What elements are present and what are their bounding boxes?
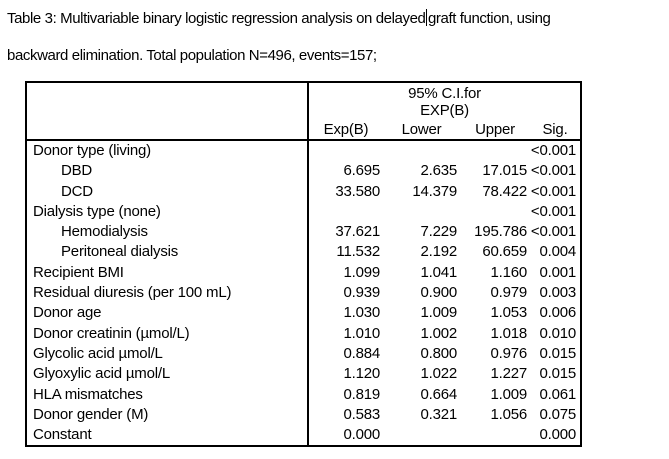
cell-sig: <0.001 [530, 142, 577, 159]
cell-upper: 60.659 [482, 243, 527, 261]
cell-expb: 11.532 [336, 243, 380, 261]
cell-sig: 0.015 [539, 344, 577, 362]
cell-upper: 1.009 [490, 385, 527, 403]
cell-sig: 0.010 [539, 324, 577, 342]
row-label: Donor gender (M) [26, 405, 308, 425]
row-label: Peritoneal dialysis [26, 242, 308, 262]
cell-lower: 0.664 [420, 385, 457, 403]
cell-expb: 0.884 [343, 344, 380, 362]
cell-sig: 0.075 [539, 405, 577, 423]
cell-sig: 0.061 [539, 385, 577, 403]
table-row [26, 202, 581, 222]
span-header-row [26, 82, 581, 119]
ci-span-header-line1: 95% C.I.for [408, 85, 481, 102]
table-row [26, 263, 581, 283]
cell-upper: 195.786 [474, 223, 527, 241]
cell-upper: 17.015 [482, 162, 527, 180]
row-label: HLA mismatches [26, 385, 308, 405]
table-row [26, 324, 581, 344]
cell-expb: 33.580 [335, 182, 380, 200]
cell-lower: 1.041 [420, 263, 457, 281]
cell-lower: 1.002 [420, 324, 457, 342]
cell-lower: 0.321 [420, 405, 457, 423]
row-label: Recipient BMI [26, 263, 308, 283]
table-row [26, 182, 581, 202]
column-header-upper: Upper [460, 119, 530, 140]
ci-span-header-line2: EXP(B) [420, 102, 469, 119]
cell-sig: <0.001 [530, 202, 577, 220]
cell-sig: <0.001 [530, 162, 577, 180]
table-row [26, 161, 581, 181]
cell-upper: 1.056 [490, 405, 527, 423]
row-label: Dialysis type (none) [26, 202, 308, 222]
cell-upper: 1.160 [490, 263, 527, 281]
table-row [26, 140, 581, 161]
empty-header-cell [26, 82, 308, 140]
cell-lower [383, 140, 460, 161]
cell-upper: 1.227 [490, 365, 527, 383]
cell-lower: 2.635 [420, 162, 457, 180]
row-label: Donor type (living) [26, 140, 308, 161]
cell-expb: 1.099 [343, 263, 380, 281]
column-header-expb: Exp(B) [308, 119, 383, 140]
cell-expb: 0.819 [343, 385, 380, 403]
cell-upper: 1.053 [490, 304, 527, 322]
row-label: DBD [26, 161, 308, 181]
cell-lower: 1.022 [420, 365, 457, 383]
cell-expb: 0.000 [343, 426, 380, 444]
row-label: Hemodialysis [26, 222, 308, 242]
row-label: Donor age [26, 303, 308, 323]
table-row [26, 405, 581, 425]
cell-upper [460, 425, 530, 446]
cell-upper: 0.979 [490, 284, 527, 302]
caption-text-after-caret: graft function, using [427, 10, 551, 27]
cell-lower [383, 202, 460, 222]
cell-expb: 1.120 [343, 365, 380, 383]
row-label: DCD [26, 182, 308, 202]
row-label: Constant [26, 425, 308, 446]
column-header-sig: Sig. [530, 119, 581, 140]
cell-lower [383, 425, 460, 446]
cell-lower: 7.229 [420, 223, 457, 241]
cell-sig: <0.001 [530, 182, 577, 200]
cell-expb: 1.030 [343, 304, 380, 322]
cell-sig: 0.003 [539, 284, 577, 302]
table-row [26, 303, 581, 323]
table-caption-line1 [7, 9, 669, 29]
cell-upper: 1.018 [490, 324, 527, 342]
table-caption-line2: backward elimination. Total population N=496, events=157; [7, 47, 377, 64]
cell-sig: 0.004 [539, 243, 577, 261]
cell-lower: 0.900 [420, 284, 457, 302]
cell-upper [460, 202, 530, 222]
cell-lower: 1.009 [420, 304, 457, 322]
row-label: Glyoxylic acid µmol/L [26, 364, 308, 384]
cell-expb: 0.583 [343, 405, 380, 423]
cell-sig: 0.006 [539, 304, 577, 322]
cell-expb: 6.695 [343, 162, 380, 180]
table-row [26, 425, 581, 446]
cell-upper: 78.422 [482, 182, 527, 200]
cell-lower: 0.800 [420, 344, 457, 362]
table-row [26, 283, 581, 303]
cell-expb: 37.621 [335, 223, 380, 241]
cell-upper [460, 140, 530, 161]
row-label: Donor creatinin (µmol/L) [26, 324, 308, 344]
cell-sig: <0.001 [530, 223, 577, 241]
cell-upper: 0.976 [490, 344, 527, 362]
table-row [26, 242, 581, 262]
cell-lower: 2.192 [420, 243, 457, 261]
table-body [26, 140, 581, 446]
table-row [26, 385, 581, 405]
cell-expb [308, 140, 383, 161]
column-header-lower: Lower [383, 119, 460, 140]
caption-text-before-caret: Table 3: Multivariable binary logistic regression analysis on delayed [7, 10, 426, 27]
table-row [26, 364, 581, 384]
regression-table [25, 81, 582, 447]
cell-sig: 0.001 [539, 263, 577, 281]
ci-span-header [308, 82, 581, 119]
cell-lower: 14.379 [412, 182, 457, 200]
cell-expb [308, 202, 383, 222]
row-label: Residual diuresis (per 100 mL) [26, 283, 308, 303]
cell-expb: 0.939 [343, 284, 380, 302]
row-label: Glycolic acid µmol/L [26, 344, 308, 364]
cell-sig: 0.015 [539, 365, 577, 383]
cell-expb: 1.010 [343, 324, 380, 342]
cell-sig: 0.000 [539, 426, 577, 444]
table-row [26, 222, 581, 242]
table-row [26, 344, 581, 364]
